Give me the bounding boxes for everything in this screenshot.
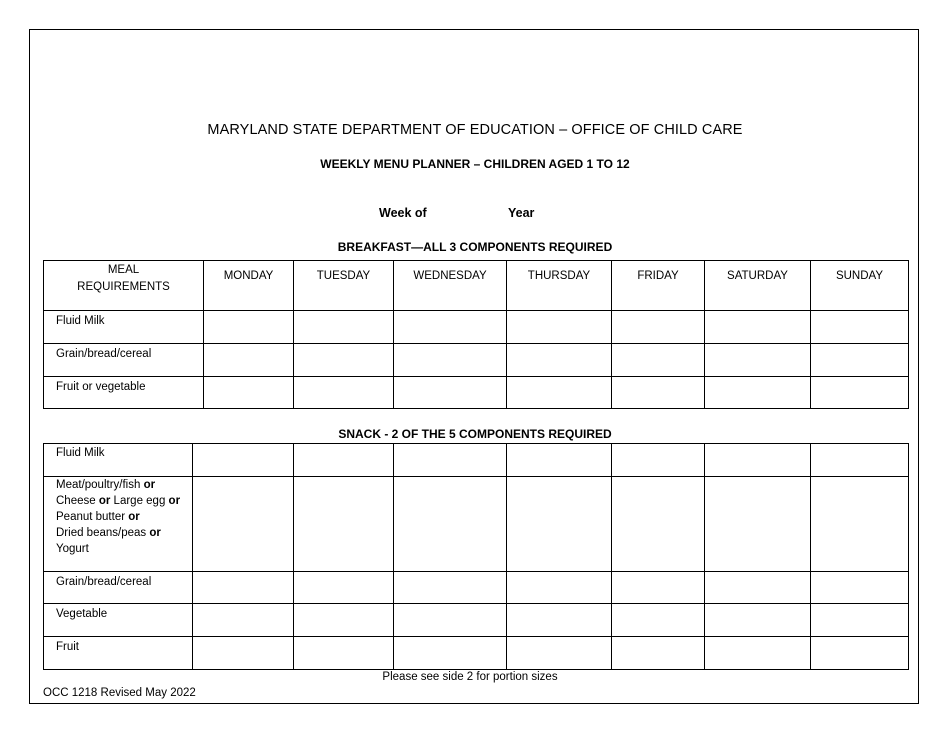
- entry-cell[interactable]: [294, 477, 394, 572]
- entry-cell[interactable]: [705, 377, 811, 409]
- snack-row-fluid-milk: [44, 444, 909, 477]
- entry-cell[interactable]: [705, 572, 811, 604]
- entry-cell[interactable]: [294, 444, 394, 477]
- entry-cell[interactable]: [394, 311, 507, 344]
- entry-cell[interactable]: [705, 637, 811, 670]
- entry-cell[interactable]: [394, 572, 507, 604]
- meal-req-line1: MEAL: [107, 264, 140, 276]
- meal-req-line2: REQUIREMENTS: [77, 281, 170, 293]
- page-title: MARYLAND STATE DEPARTMENT OF EDUCATION – OFFICE OF CHILD CARE: [207, 122, 743, 138]
- entry-cell[interactable]: [811, 444, 909, 477]
- snack-row-fruit: [44, 637, 909, 670]
- entry-cell[interactable]: [612, 377, 705, 409]
- entry-cell[interactable]: [193, 477, 294, 572]
- meal-requirements-header: [44, 261, 204, 311]
- entry-cell[interactable]: [193, 604, 294, 637]
- protein-yogurt: Yogurt: [56, 543, 89, 555]
- entry-cell[interactable]: [612, 444, 705, 477]
- page-subtitle: WEEKLY MENU PLANNER – CHILDREN AGED 1 TO 12: [320, 157, 630, 171]
- entry-cell[interactable]: [811, 377, 909, 409]
- protein-meat: Meat/poultry/fish: [56, 479, 141, 491]
- row-label: Fruit: [44, 637, 193, 670]
- protein-egg: Large egg: [113, 495, 166, 507]
- entry-cell[interactable]: [193, 444, 294, 477]
- portion-size-note: Please see side 2 for portion sizes: [382, 671, 558, 683]
- entry-cell[interactable]: [394, 637, 507, 670]
- day-header-monday: MONDAY: [204, 261, 294, 311]
- day-header-sunday: SUNDAY: [811, 261, 909, 311]
- entry-cell[interactable]: [507, 572, 612, 604]
- entry-cell[interactable]: [705, 604, 811, 637]
- or-connector: or: [98, 495, 111, 507]
- week-of-label: Week of: [379, 206, 427, 220]
- snack-row-vegetable: [44, 604, 909, 637]
- entry-cell[interactable]: [507, 444, 612, 477]
- row-label: Vegetable: [44, 604, 193, 637]
- breakfast-row-fluid-milk: [44, 311, 909, 344]
- entry-cell[interactable]: [507, 637, 612, 670]
- entry-cell[interactable]: [705, 477, 811, 572]
- entry-cell[interactable]: [612, 637, 705, 670]
- breakfast-table: [43, 260, 909, 409]
- entry-cell[interactable]: [705, 311, 811, 344]
- protein-cheese: Cheese: [56, 495, 96, 507]
- entry-cell[interactable]: [294, 637, 394, 670]
- entry-cell[interactable]: [612, 477, 705, 572]
- snack-row-protein: [44, 477, 909, 572]
- row-label: Fluid Milk: [44, 444, 193, 477]
- breakfast-heading: BREAKFAST—ALL 3 COMPONENTS REQUIRED: [337, 240, 613, 254]
- entry-cell[interactable]: [394, 444, 507, 477]
- entry-cell[interactable]: [705, 444, 811, 477]
- day-header-saturday: SATURDAY: [705, 261, 811, 311]
- breakfast-header-row: [44, 261, 909, 311]
- entry-cell[interactable]: [294, 311, 394, 344]
- breakfast-row-fruit-veg: [44, 377, 909, 409]
- entry-cell[interactable]: [612, 604, 705, 637]
- entry-cell[interactable]: [612, 572, 705, 604]
- row-label: Fluid Milk: [44, 311, 204, 344]
- entry-cell[interactable]: [193, 572, 294, 604]
- form-number: OCC 1218 Revised May 2022: [43, 687, 196, 699]
- entry-cell[interactable]: [612, 344, 705, 377]
- day-header-friday: FRIDAY: [612, 261, 705, 311]
- row-label-protein: [44, 477, 193, 572]
- breakfast-row-grain: [44, 344, 909, 377]
- day-header-thursday: THURSDAY: [507, 261, 612, 311]
- or-connector: or: [168, 495, 181, 507]
- entry-cell[interactable]: [394, 377, 507, 409]
- entry-cell[interactable]: [193, 637, 294, 670]
- entry-cell[interactable]: [394, 344, 507, 377]
- entry-cell[interactable]: [811, 311, 909, 344]
- or-connector: or: [143, 479, 156, 491]
- entry-cell[interactable]: [811, 344, 909, 377]
- protein-beans: Dried beans/peas: [56, 527, 147, 539]
- entry-cell[interactable]: [204, 377, 294, 409]
- entry-cell[interactable]: [294, 604, 394, 637]
- entry-cell[interactable]: [705, 344, 811, 377]
- entry-cell[interactable]: [294, 377, 394, 409]
- day-header-wednesday: WEDNESDAY: [394, 261, 507, 311]
- entry-cell[interactable]: [294, 572, 394, 604]
- entry-cell[interactable]: [811, 477, 909, 572]
- or-connector: or: [128, 511, 140, 523]
- entry-cell[interactable]: [811, 604, 909, 637]
- entry-cell[interactable]: [394, 604, 507, 637]
- entry-cell[interactable]: [294, 344, 394, 377]
- protein-peanut-butter: Peanut butter: [56, 511, 126, 523]
- entry-cell[interactable]: [811, 637, 909, 670]
- entry-cell[interactable]: [507, 344, 612, 377]
- entry-cell[interactable]: [507, 604, 612, 637]
- row-label: Grain/bread/cereal: [44, 572, 193, 604]
- entry-cell[interactable]: [204, 311, 294, 344]
- snack-row-grain: [44, 572, 909, 604]
- snack-heading: SNACK - 2 OF THE 5 COMPONENTS REQUIRED: [338, 427, 612, 441]
- entry-cell[interactable]: [394, 477, 507, 572]
- day-header-tuesday: TUESDAY: [294, 261, 394, 311]
- entry-cell[interactable]: [204, 344, 294, 377]
- entry-cell[interactable]: [507, 311, 612, 344]
- entry-cell[interactable]: [507, 377, 612, 409]
- entry-cell[interactable]: [612, 311, 705, 344]
- or-connector: or: [149, 527, 161, 539]
- row-label: Grain/bread/cereal: [44, 344, 204, 377]
- year-label: Year: [508, 206, 535, 220]
- row-label: Fruit or vegetable: [44, 377, 204, 409]
- entry-cell[interactable]: [811, 572, 909, 604]
- entry-cell[interactable]: [507, 477, 612, 572]
- snack-table: [43, 443, 909, 670]
